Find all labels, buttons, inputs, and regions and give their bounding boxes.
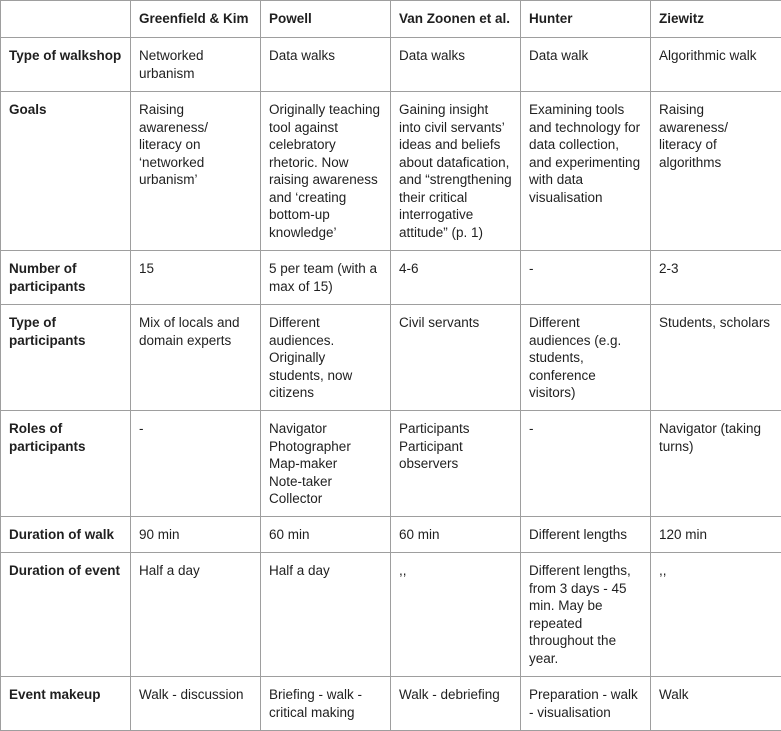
table-cell: Half a day [261, 553, 391, 677]
table-cell: Walk - discussion [131, 677, 261, 731]
table-cell: 120 min [651, 517, 781, 553]
table-cell: Different lengths, from 3 days - 45 min. May be repeated throughout the year. [521, 553, 651, 677]
table-cell: Briefing - walk - critical making [261, 677, 391, 731]
table-cell: Navigator Photographer Map-maker Note-taker Collector [261, 411, 391, 517]
table-cell: 4-6 [391, 251, 521, 305]
row-label: Roles of participants [1, 411, 131, 517]
table-cell: 5 per team (with a max of 15) [261, 251, 391, 305]
table-cell: Different audiences. Originally students, now citizens [261, 305, 391, 411]
table-row [1, 38, 781, 92]
row-label: Type of participants [1, 305, 131, 411]
table-cell: 90 min [131, 517, 261, 553]
table-cell: Preparation - walk - visualisation [521, 677, 651, 731]
header-cell-ziewitz: Ziewitz [651, 1, 781, 38]
header-cell-powell: Powell [261, 1, 391, 38]
table-row [1, 411, 781, 517]
table-cell: Mix of locals and domain experts [131, 305, 261, 411]
table-row [1, 92, 781, 251]
table-cell: Walk - debriefing [391, 677, 521, 731]
table-cell: 15 [131, 251, 261, 305]
table-row [1, 251, 781, 305]
table-cell: - [131, 411, 261, 517]
table-cell: Algorithmic walk [651, 38, 781, 92]
table-cell: Examining tools and technology for data collection, and experimenting with data visualisation [521, 92, 651, 251]
table-cell: Originally teaching tool against celebratory rhetoric. Now raising awareness and ‘creating bottom-up knowledge’ [261, 92, 391, 251]
table-cell: Data walks [391, 38, 521, 92]
row-label: Duration of event [1, 553, 131, 677]
table-cell: ,, [651, 553, 781, 677]
table-cell: Navigator (taking turns) [651, 411, 781, 517]
table-cell: Networked urbanism [131, 38, 261, 92]
row-label: Duration of walk [1, 517, 131, 553]
table-cell: Participants Participant observers [391, 411, 521, 517]
table-cell: Different audiences (e.g. students, conference visitors) [521, 305, 651, 411]
header-cell-greenfield-kim: Greenfield & Kim [131, 1, 261, 38]
table-cell: 60 min [261, 517, 391, 553]
table-row [1, 305, 781, 411]
row-label: Goals [1, 92, 131, 251]
table-row [1, 677, 781, 731]
table-cell: ,, [391, 553, 521, 677]
table-cell: Half a day [131, 553, 261, 677]
row-label: Number of participants [1, 251, 131, 305]
table-cell: Different lengths [521, 517, 651, 553]
table-cell: - [521, 411, 651, 517]
table-cell: Raising awareness/ literacy of algorithms [651, 92, 781, 251]
table-cell: Civil servants [391, 305, 521, 411]
table-cell: 2-3 [651, 251, 781, 305]
row-label: Event makeup [1, 677, 131, 731]
table-cell: Students, scholars [651, 305, 781, 411]
table-row [1, 553, 781, 677]
header-cell-corner [1, 1, 131, 38]
row-label: Type of walkshop [1, 38, 131, 92]
table-cell: Raising awareness/ literacy on ‘networked urbanism’ [131, 92, 261, 251]
table-cell: - [521, 251, 651, 305]
table-cell: 60 min [391, 517, 521, 553]
table-cell: Data walks [261, 38, 391, 92]
header-cell-hunter: Hunter [521, 1, 651, 38]
table-cell: Gaining insight into civil servants’ ideas and beliefs about datafication, and “strengthening their critical interrogative attitude” (p. 1) [391, 92, 521, 251]
table-row [1, 517, 781, 553]
header-cell-van-zoonen: Van Zoonen et al. [391, 1, 521, 38]
table-header-row [1, 1, 781, 38]
table-cell: Data walk [521, 38, 651, 92]
table-cell: Walk [651, 677, 781, 731]
